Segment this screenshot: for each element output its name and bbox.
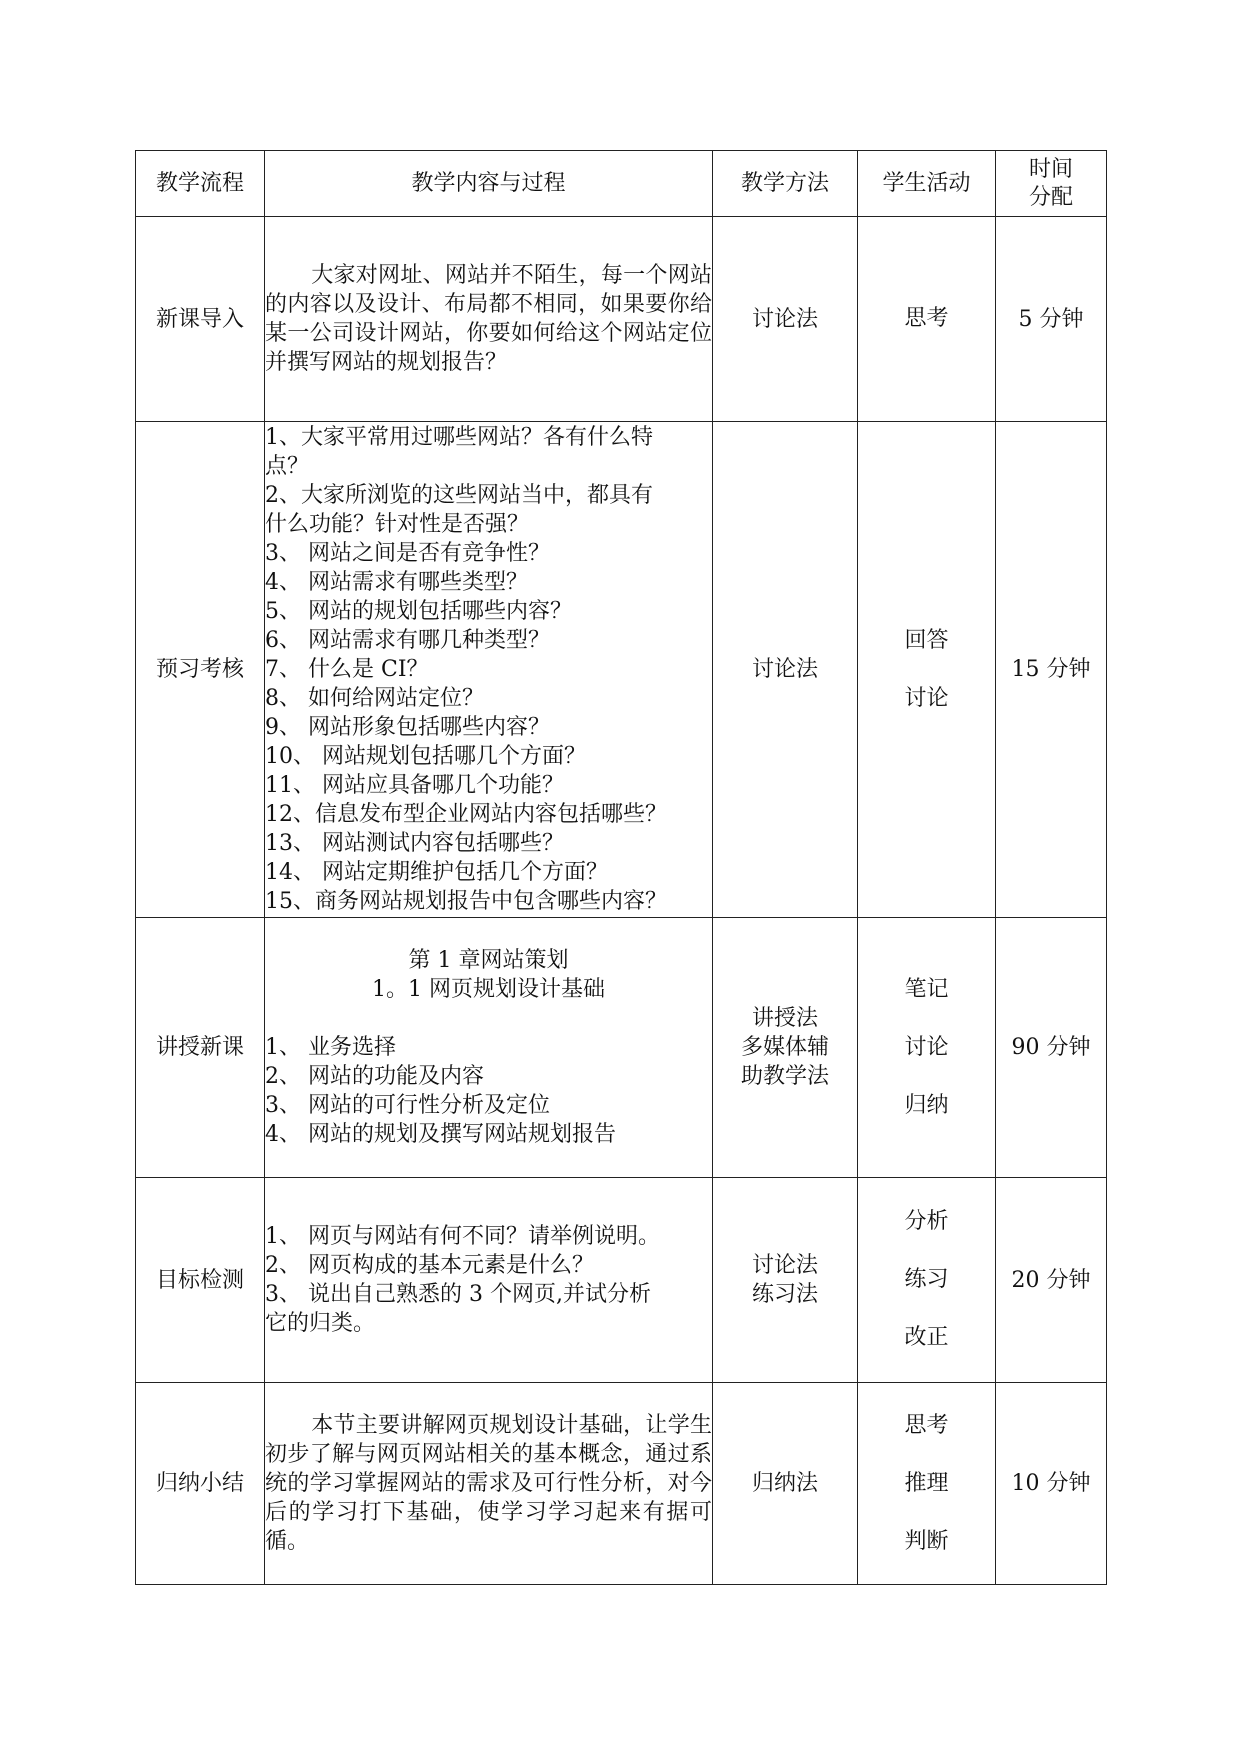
row-activity (858, 918, 996, 1178)
activity-line: 改正 (904, 1325, 949, 1350)
row-method (713, 1178, 858, 1383)
lesson-plan-table (135, 150, 1107, 1585)
content-line: 12、信息发布型企业网站内容包括哪些？ (265, 802, 667, 827)
content-line: 15、商务网站规划报告中包含哪些内容？ (265, 889, 667, 914)
method-line: 讲授法 (751, 1006, 818, 1031)
row-activity (858, 1178, 996, 1383)
content-line: 10、 网站规划包括哪几个方面？ (265, 744, 586, 769)
header-method: 教学方法 (713, 151, 858, 217)
row-flow: 讲授新课 (136, 918, 265, 1178)
header-content: 教学内容与过程 (265, 151, 713, 217)
row-time: 90 分钟 (996, 918, 1107, 1178)
table-row (136, 217, 1107, 422)
activity-line: 思考 (904, 306, 949, 331)
content-line: 2、 网页构成的基本元素是什么？ (265, 1253, 594, 1278)
content-line: 3、 网站的可行性分析及定位 (265, 1093, 550, 1118)
method-line: 讨论法 (751, 1253, 818, 1278)
row-time: 10 分钟 (996, 1383, 1107, 1585)
activity-line: 推理 (904, 1470, 949, 1496)
activity-line: 思考 (904, 1412, 949, 1438)
row-flow: 新课导入 (136, 217, 265, 422)
activity-line: 回答 (904, 627, 949, 653)
content-subtitle: 1。1 网页规划设计基础 (372, 977, 605, 1002)
row-method (713, 422, 858, 918)
content-line: 4、 网站需求有哪些类型？ (265, 570, 528, 595)
method-line: 多媒体辅 (740, 1035, 829, 1060)
content-line: 1、 网页与网站有何不同？请举例说明。 (265, 1224, 660, 1249)
activity-line: 判断 (904, 1528, 949, 1554)
table-row (136, 1178, 1107, 1383)
table-row (136, 1383, 1107, 1585)
content-line: 它的归类。 (265, 1311, 376, 1336)
row-content (265, 422, 713, 918)
row-content (265, 1178, 713, 1383)
activity-line: 练习 (904, 1267, 949, 1292)
content-line: 7、 什么是 CI？ (265, 657, 429, 682)
content-paragraph: 本节主要讲解网页规划设计基础，让学生初步了解与网页网站相关的基本概念，通过系统的学习掌握网站的需求及可行性分析，对今后的学习打下基础，使学习学习起来有据可循。 (265, 1413, 712, 1554)
content-line: 13、 网站测试内容包括哪些？ (265, 831, 564, 856)
header-time (996, 151, 1107, 217)
activity-line: 笔记 (904, 976, 949, 1002)
content-line: 2、 网站的功能及内容 (265, 1064, 484, 1089)
activity-line: 归纳 (904, 1092, 949, 1118)
content-line: 什么功能？针对性是否强？ (265, 512, 530, 537)
method-line: 练习法 (751, 1282, 818, 1307)
row-method (713, 918, 858, 1178)
content-paragraph: 大家对网址、网站并不陌生，每一个网站的内容以及设计、布局都不相同，如果要你给某一公司设计网站，你要如何给这个网站定位并撰写网站的规划报告？ (265, 263, 712, 375)
method-line: 讨论法 (751, 306, 818, 332)
content-line: 5、 网站的规划包括哪些内容？ (265, 599, 572, 624)
table-row (136, 918, 1107, 1178)
content-line: 1、 业务选择 (265, 1035, 396, 1060)
row-activity (858, 217, 996, 422)
row-flow: 目标检测 (136, 1178, 265, 1383)
row-time: 15 分钟 (996, 422, 1107, 918)
header-time-line2: 分配 (1028, 184, 1073, 210)
header-activity: 学生活动 (858, 151, 996, 217)
row-time: 5 分钟 (996, 217, 1107, 422)
header-time-line1: 时间 (1028, 156, 1073, 182)
content-line: 11、 网站应具备哪几个功能？ (265, 773, 564, 798)
row-content (265, 217, 713, 422)
content-line: 3、 网站之间是否有竞争性？ (265, 541, 550, 566)
row-activity (858, 422, 996, 918)
row-method (713, 1383, 858, 1585)
content-line: 1、大家平常用过哪些网站？各有什么特 (265, 425, 653, 450)
row-method (713, 217, 858, 422)
row-flow: 归纳小结 (136, 1383, 265, 1585)
header-row (136, 151, 1107, 217)
row-time: 20 分钟 (996, 1178, 1107, 1383)
content-title: 第 1 章网站策划 (408, 948, 569, 973)
method-line: 归纳法 (751, 1471, 818, 1496)
content-line: 2、大家所浏览的这些网站当中，都具有 (265, 483, 653, 508)
content-line: 点？ (265, 454, 310, 479)
content-spacer (265, 1004, 712, 1033)
content-line: 6、 网站需求有哪几种类型？ (265, 628, 550, 653)
table-row (136, 422, 1107, 918)
method-line: 讨论法 (751, 657, 818, 682)
activity-line: 讨论 (904, 685, 949, 711)
content-line: 3、 说出自己熟悉的 3 个网页,并试分析 (265, 1282, 651, 1307)
activity-line: 讨论 (904, 1034, 949, 1060)
content-line: 8、 如何给网站定位？ (265, 686, 484, 711)
row-flow: 预习考核 (136, 422, 265, 918)
header-flow: 教学流程 (136, 151, 265, 217)
method-line: 助教学法 (740, 1064, 829, 1089)
content-line: 4、 网站的规划及撰写网站规划报告 (265, 1122, 616, 1147)
content-line: 9、 网站形象包括哪些内容？ (265, 715, 550, 740)
row-activity (858, 1383, 996, 1585)
row-content (265, 918, 713, 1178)
content-line: 14、 网站定期维护包括几个方面？ (265, 860, 608, 885)
activity-line: 分析 (904, 1209, 949, 1234)
row-content (265, 1383, 713, 1585)
